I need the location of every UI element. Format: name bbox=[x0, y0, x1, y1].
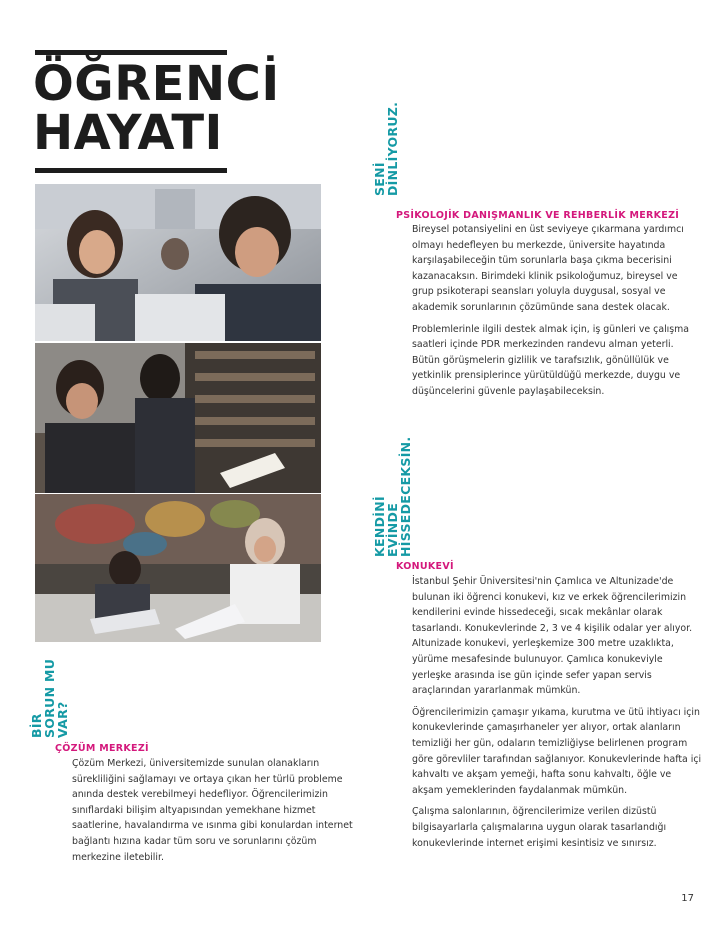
section1-body bbox=[412, 222, 692, 406]
section3-vertical-label-line: SORUN MU bbox=[42, 658, 57, 738]
section2-heading: KONUKEVİ bbox=[396, 561, 454, 572]
section3-vertical-label-line: VAR? bbox=[55, 701, 70, 738]
section3-heading: ÇÖZÜM MERKEZİ bbox=[55, 743, 149, 754]
section2-paragraph: İstanbul Şehir Üniversitesi'nin Çamlıca ve Altunizade'de bulunan iki öğrenci konukevi, kız ve erkek öğrencilerimizin kendilerini evinde hissedeceği, sıcak mekânlar olarak tasarlandı. Konukevlerinde 2, 3 ve 4 kişilik odalar yer alıyor. Altunizade konukevi, yerleşkemize 300 metre uzaklıkta, yürüme mesafesinde bulunuyor. Çamlıca konukeviyle yerleşke arasında ise gün içinde sefer yapan servis araçlarından yararlanmak mümkün. bbox=[412, 576, 693, 697]
photo-library-study bbox=[35, 343, 321, 493]
section1-vertical-label bbox=[373, 102, 399, 196]
section3-body bbox=[72, 756, 354, 871]
page-title bbox=[33, 56, 280, 161]
section2-vertical-label-line: EVİNDE bbox=[385, 502, 400, 557]
section3-paragraph: Çözüm Merkezi, üniversitemizde sunulan olanakların sürekliliğini sağlamayı ve ortaya çıkan her türlü probleme anında destek verebilmeyi hedefliyor. Öğrencilerimizin sınıflardaki bilişim altyapısından yemekhane hizmet saatlerine, havalandırma ve ısınma gibi konulardan internet bağlantı hızına kadar tüm soru ve sorunlarını çözüm merkezine iletebilir. bbox=[72, 758, 353, 863]
section2-paragraph: Öğrencilerimizin çamaşır yıkama, kurutma ve ütü ihtiyacı için konukevlerinde çamaşırhaneler yer alıyor, ortak alanların temizliği her gün, odaların temizliğiyse belirlenen program göre görevliler tarafından sağlanıyor. Konukevlerinde hafta içi kahvaltı ve akşam yemeği, hafta sonu kahvaltı, öğle ve akşam yemeklerinden faydalanmak mümkün. bbox=[412, 706, 702, 796]
title-bottom-rule bbox=[35, 168, 227, 173]
section1-heading: PSİKOLOJİK DANIŞMANLIK VE REHBERLİK MERKEZİ bbox=[396, 210, 680, 221]
section1-vertical-label-line: SENİ bbox=[372, 162, 387, 196]
section3-vertical-label-line: BİR bbox=[29, 713, 44, 738]
section2-vertical-label-line: HİSSEDECEKSİN. bbox=[398, 436, 413, 557]
section1-vertical-label-line: DİNLİYORUZ. bbox=[385, 101, 400, 196]
page-number: 17 bbox=[681, 893, 694, 904]
section2-paragraph: Çalışma salonlarının, öğrencilerimize verilen dizüstü bilgisayarlarla çalışmalarına uygun olarak tasarlandığı konukevlerinde internet erişimi kesintisiz ve sınırsız. bbox=[412, 806, 667, 849]
section1-paragraph: Problemlerinle ilgili destek almak için, iş günleri ve çalışma saatleri içinde PDR merkezinden randevu alman yeterli. Bütün görüşmelerin gizlilik ve tarafsızlık, gönüllülük ve yetkinlik prensiplerince yürütüldüğü merkezde, duygu ve düşüncelerini güvenle paylaşabileceksin. bbox=[412, 323, 690, 397]
section1-paragraph: Bireysel potansiyelini en üst seviyeye çıkarmana yardımcı olmayı hedefleyen bu merkezde, üniversite hayatında karşılaşabileceğin tüm sorunlarla başa çıkma becerisini kazanacaksın. Birimdeki klinik psikoloğumuz, bireysel ve grup psikoterapi seansları yoluyla duygusal, sosyal ve akademik sorunlarının çözümünde sana destek olacak. bbox=[412, 224, 684, 313]
title-top-rule bbox=[35, 50, 227, 55]
photo-lounge-laptops bbox=[35, 494, 321, 642]
photo-students-laptops bbox=[35, 184, 321, 341]
page-title-line-2: HAYATI bbox=[33, 105, 223, 161]
section3-vertical-label bbox=[30, 659, 69, 738]
section2-vertical-label-line: KENDİNİ bbox=[372, 496, 387, 557]
section2-body bbox=[412, 574, 702, 857]
section2-vertical-label bbox=[373, 437, 412, 557]
page-title-line-1: ÖĞRENCİ bbox=[33, 56, 280, 112]
